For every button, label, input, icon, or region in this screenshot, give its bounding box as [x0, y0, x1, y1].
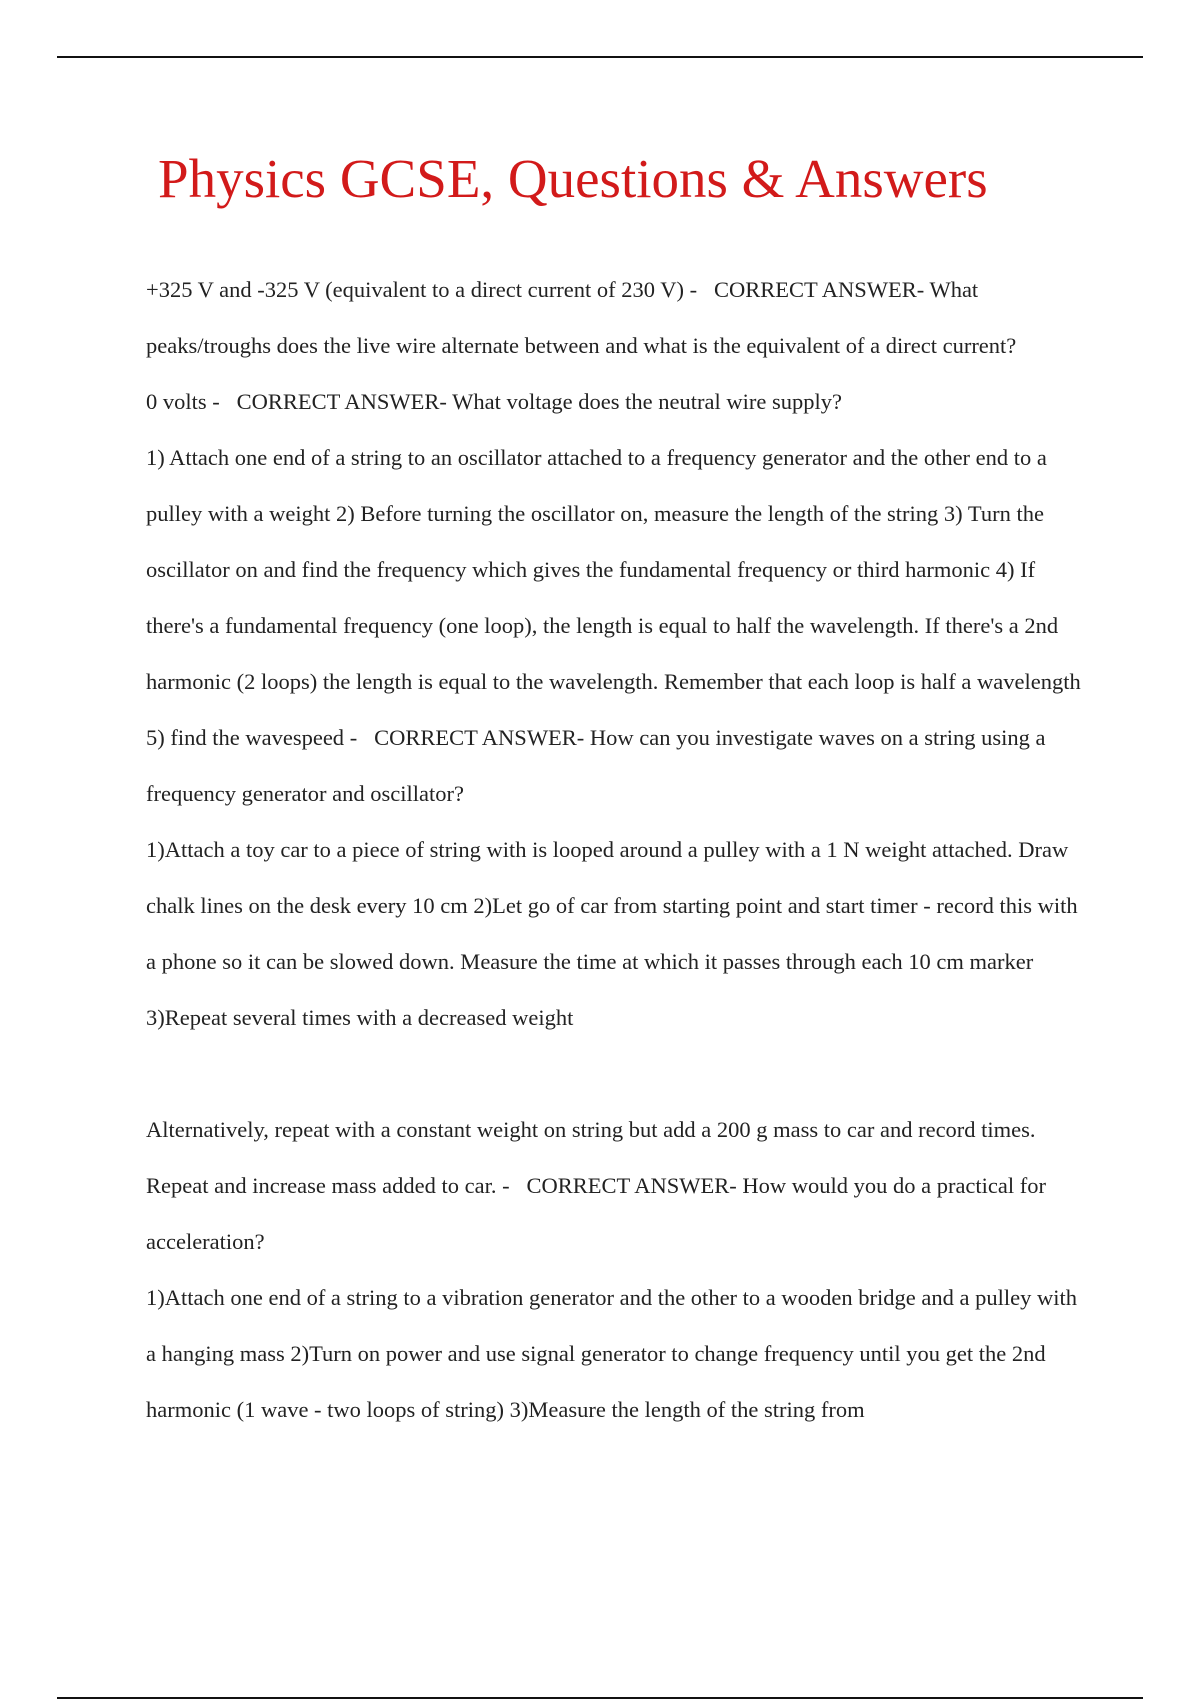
- question-text: How can you investigate waves on a string using a frequency generator and oscillator?: [146, 725, 1046, 806]
- qa-entry-2: [146, 374, 1086, 430]
- question-text: What peaks/troughs does the live wire alternate between and what is the equivalent of a direct current?: [146, 277, 1017, 358]
- qa-entry-5: [146, 1270, 1086, 1438]
- qa-entry-3: [146, 430, 1086, 822]
- correct-answer-label: CORRECT ANSWER-: [714, 277, 930, 302]
- correct-answer-label: CORRECT ANSWER-: [526, 1173, 743, 1198]
- separator: -: [206, 389, 237, 414]
- separator: -: [344, 725, 375, 750]
- separator: -: [684, 277, 714, 302]
- separator: -: [496, 1173, 527, 1198]
- answer-text: 1)Attach one end of a string to a vibration generator and the other to a wooden bridge and a pulley with a hanging mass 2)Turn on power and use signal generator to change frequency until you get the 2nd harmonic (1 wave - two loops of string) 3)Measure the length of the string from: [146, 1285, 1077, 1422]
- correct-answer-label: CORRECT ANSWER-: [374, 725, 590, 750]
- top-rule: [57, 56, 1143, 58]
- page-title: Physics GCSE, Questions & Answers: [158, 148, 988, 209]
- question-text: How would you do a practical for acceleration?: [146, 1173, 1047, 1254]
- qa-entry-4-part-2: [146, 1102, 1086, 1270]
- bottom-rule: [57, 1697, 1143, 1699]
- answer-text: Alternatively, repeat with a constant weight on string but add a 200 g mass to car and record times. Repeat and increase mass added to car.: [146, 1117, 1036, 1198]
- qa-body: [146, 262, 1086, 1438]
- qa-entry-1: [146, 262, 1086, 374]
- question-text: What voltage does the neutral wire supply?: [452, 389, 842, 414]
- correct-answer-label: CORRECT ANSWER-: [236, 389, 453, 414]
- answer-text: 0 volts: [146, 389, 207, 414]
- qa-entry-4-part-1: [146, 822, 1086, 1046]
- answer-text: 1)Attach a toy car to a piece of string with is looped around a pulley with a 1 N weight attached. Draw chalk lines on the desk every 10 cm 2)Let go of car from starting point and start timer - record this with a phone so it can be slowed down. Measure the time at which it passes through each 10 cm marker 3)Repeat several times with a decreased weight: [146, 837, 1078, 1030]
- answer-text: 1) Attach one end of a string to an oscillator attached to a frequency generator and the other end to a pulley with a weight 2) Before turning the oscillator on, measure the length of the string 3) Turn the oscillator on and find the frequency which gives the fundamental frequency or third harmonic 4) If there's a fundamental frequency (one loop), the length is equal to half the wavelength. If there's a 2nd harmonic (2 loops) the length is equal to the wavelength. Remember that each loop is half a wavelength 5) find the wavespeed: [146, 445, 1081, 750]
- answer-text: +325 V and -325 V (equivalent to a direct current of 230 V): [146, 277, 684, 302]
